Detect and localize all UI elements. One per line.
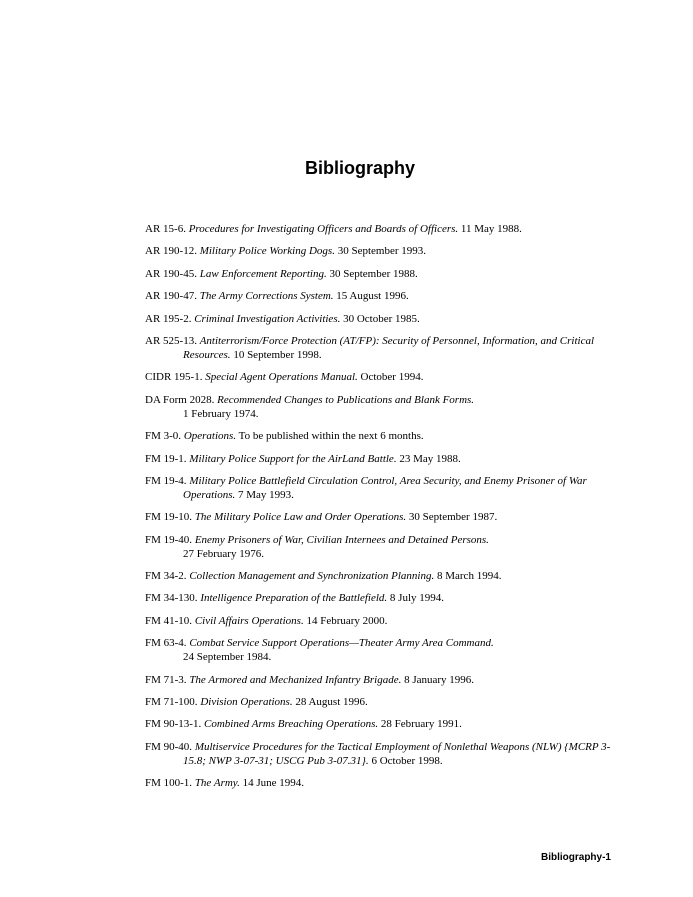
entry-date: 30 September 1988. [329, 267, 418, 280]
entry-date: 14 June 1994. [242, 777, 305, 790]
entry-date: To be published within the next 6 months. [238, 430, 424, 443]
entry-id: AR 15-6. [145, 223, 186, 235]
entry-title: Combat Service Support Operations—Theater Army Area Command. [189, 637, 494, 650]
entry-date: 6 October 1998. [371, 754, 443, 767]
page-title: Bibliography [304, 158, 415, 178]
bibliography-entry [145, 474, 615, 502]
bibliography-entry [145, 614, 615, 628]
entry-title: Antiterrorism/Force Protection (AT/FP): Security of Personnel, Information, and Critical Resources. [183, 334, 595, 361]
bibliography-entry [145, 695, 615, 709]
page-footer: Bibliography-1 [540, 852, 611, 863]
entry-date: 8 January 1996. [404, 673, 475, 686]
entry-id: FM 19-4. [145, 474, 187, 487]
entry-title: Military Police Battlefield Circulation Control, Area Security, and Enemy Prisoner of War Operations. [183, 474, 587, 501]
bibliography-entry [145, 244, 615, 258]
bibliography-entry [145, 289, 615, 303]
entry-title: The Military Police Law and Order Operations. [194, 511, 407, 524]
entry-title: Combined Arms Breaching Operations. [203, 718, 379, 731]
entry-date: 8 July 1994. [389, 592, 445, 605]
entry-date: 28 August 1996. [295, 696, 368, 709]
entry-title: Intelligence Preparation of the Battlefield. [200, 592, 388, 605]
entry-date: 8 March 1994. [436, 570, 502, 583]
bibliography-entry [145, 429, 615, 443]
entry-date: 30 September 1987. [408, 511, 498, 524]
entry-date: October 1994. [360, 371, 424, 384]
entry-title: Civil Affairs Operations. [194, 614, 304, 627]
bibliography-entry [145, 370, 615, 384]
bibliography-entry [145, 740, 615, 768]
entry-date: 30 October 1985. [343, 312, 420, 325]
entry-title: Procedures for Investigating Officers and Boards of Officers. [188, 223, 459, 235]
entry-title: Division Operations. [200, 696, 293, 709]
bibliography-entry [145, 222, 615, 236]
bibliography-entry [145, 452, 615, 466]
bibliography-entry [145, 267, 615, 281]
entry-id: FM 90-13-1. [145, 718, 202, 731]
entry-title: Military Police Support for the AirLand Battle. [189, 452, 397, 465]
entry-date: 14 February 2000. [306, 614, 388, 627]
entry-id: FM 90-40. [145, 740, 193, 753]
bibliography-entry [145, 334, 615, 362]
entry-date: 11 May 1988. [460, 223, 522, 235]
entry-date: 7 May 1993. [238, 488, 294, 501]
entry-id: AR 195-2. [145, 312, 192, 325]
bibliography-entry [145, 569, 615, 583]
entry-id: DA Form 2028. [145, 393, 215, 406]
entry-id: FM 71-3. [145, 673, 187, 686]
entry-date: 24 September 1984. [183, 651, 272, 664]
bibliography-list [145, 222, 615, 799]
bibliography-entry [145, 533, 615, 561]
entry-title: Operations. [183, 430, 237, 443]
entry-id: FM 71-100. [145, 696, 198, 709]
entry-id: FM 100-1. [145, 777, 193, 790]
bibliography-entry [145, 717, 615, 731]
entry-id: FM 34-2. [145, 570, 187, 583]
entry-id: FM 34-130. [145, 592, 198, 605]
entry-id: AR 190-45. [145, 267, 197, 280]
bibliography-entry [145, 636, 615, 664]
entry-date: 28 February 1991. [380, 718, 462, 731]
entry-title: Military Police Working Dogs. [199, 245, 335, 258]
entry-id: AR 190-47. [145, 290, 197, 303]
entry-title: The Armored and Mechanized Infantry Brigade. [189, 673, 402, 686]
bibliography-entry [145, 673, 615, 687]
bibliography-entry [145, 510, 615, 524]
entry-date: 15 August 1996. [336, 290, 409, 303]
entry-id: FM 3-0. [145, 430, 182, 443]
entry-date: 27 February 1976. [183, 547, 264, 560]
entry-title: Collection Management and Synchronization Planning. [189, 570, 435, 583]
entry-title: Recommended Changes to Publications and Blank Forms. [217, 393, 475, 406]
entry-date: 30 September 1993. [337, 245, 426, 258]
entry-id: FM 19-1. [145, 452, 187, 465]
bibliography-entry [145, 591, 615, 605]
entry-title: Multiservice Procedures for the Tactical Employment of Nonlethal Weapons (NLW) {MCRP 3-15.8; NWP 3-07-31; USCG Pub 3-07.31}. [183, 740, 611, 767]
bibliography-entry [145, 312, 615, 326]
entry-date: 1 February 1974. [183, 407, 259, 420]
entry-title: Enemy Prisoners of War, Civilian Internees and Detained Persons. [194, 533, 489, 546]
entry-id: AR 190-12. [145, 245, 197, 258]
entry-id: FM 41-10. [145, 614, 193, 627]
entry-title: The Army. [194, 777, 240, 790]
entry-id: FM 63-4. [145, 637, 187, 650]
entry-title: Law Enforcement Reporting. [199, 267, 327, 280]
entry-date: 10 September 1998. [233, 348, 322, 361]
bibliography-entry [145, 776, 615, 790]
entry-id: CIDR 195-1. [145, 371, 203, 384]
entry-id: FM 19-10. [145, 511, 193, 524]
entry-title: The Army Corrections System. [199, 290, 334, 303]
entry-id: AR 525-13. [145, 334, 197, 347]
entry-id: FM 19-40. [145, 533, 193, 546]
entry-title: Special Agent Operations Manual. [205, 371, 358, 384]
bibliography-entry [145, 393, 615, 421]
entry-title: Criminal Investigation Activities. [194, 312, 341, 325]
entry-date: 23 May 1988. [399, 452, 461, 465]
